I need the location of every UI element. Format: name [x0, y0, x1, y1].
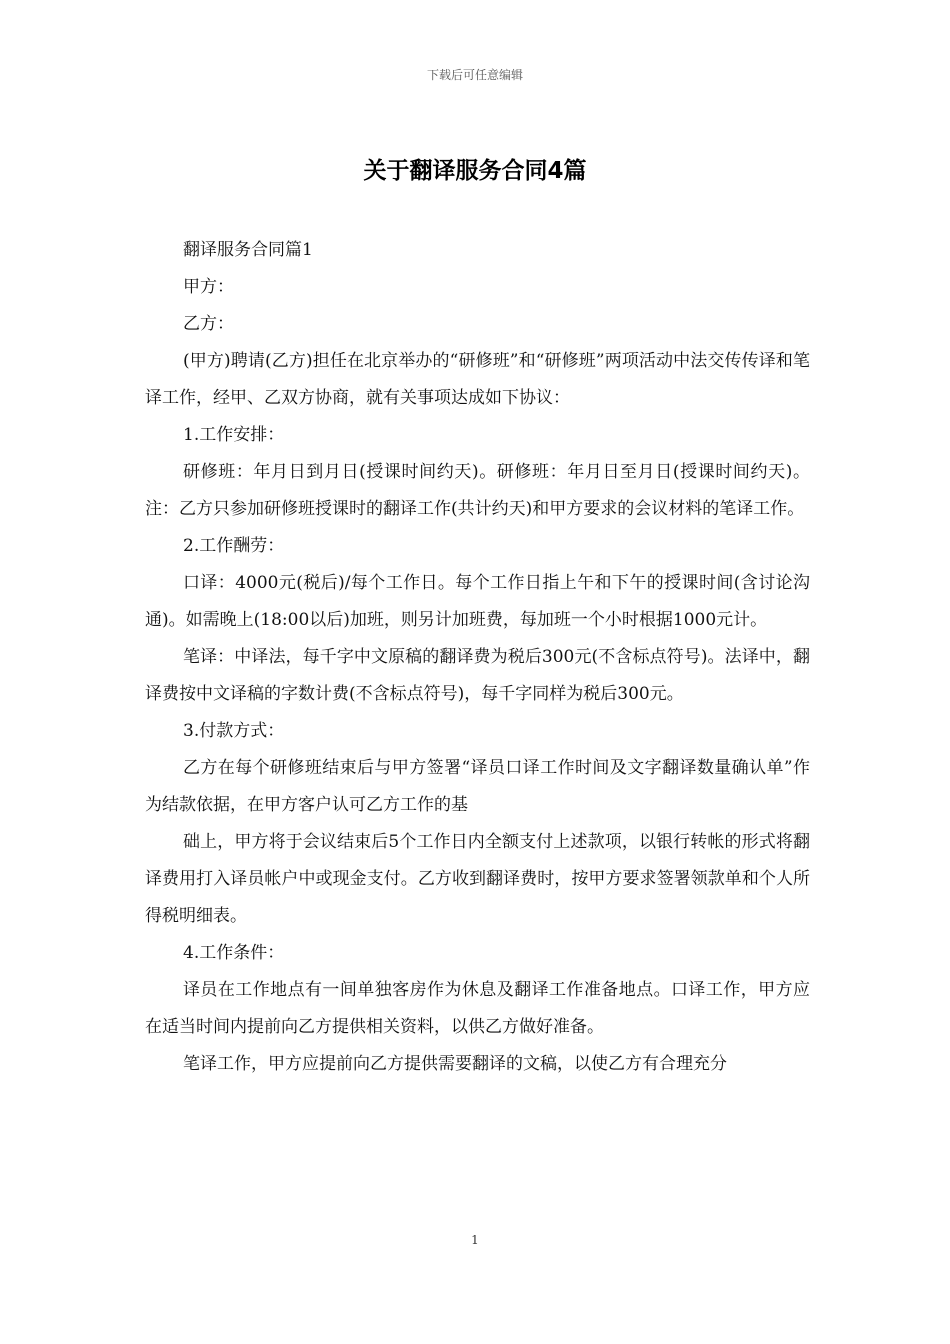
clause-paragraph-payment-basis: 乙方在每个研修班结束后与甲方签署“译员口译工作时间及文字翻译数量确认单”作为结款依据，在甲方客户认可乙方工作的基	[145, 758, 810, 815]
document-body	[145, 232, 810, 1083]
section-heading: 翻译服务合同篇1	[183, 240, 313, 260]
clause-paragraph-work-arrangement: 研修班：年月日到月日(授课时间约天)。研修班：年月日至月日(授课时间约天)。注：乙方只参加研修班授课时的翻译工作(共计约天)和甲方要求的会议材料的笔译工作。	[145, 462, 810, 519]
intro-paragraph: (甲方)聘请(乙方)担任在北京举办的“研修班”和“研修班”两项活动中法交传传译和笔译工作，经甲、乙双方协商，就有关事项达成如下协议：	[145, 351, 810, 408]
clause-paragraph-interpretation-conditions: 译员在工作地点有一间单独客房作为休息及翻译工作准备地点。口译工作，甲方应在适当时间内提前向乙方提供相关资料，以供乙方做好准备。	[145, 980, 810, 1037]
clause-heading-payment: 3.付款方式：	[183, 721, 285, 741]
party-b-label: 乙方：	[183, 314, 234, 334]
clause-paragraph-translation-fee: 笔译：中译法，每千字中文原稿的翻译费为税后300元(不含标点符号)。法译中，翻译费按中文译稿的字数计费(不含标点符号)，每千字同样为税后300元。	[145, 647, 810, 704]
party-a-label: 甲方：	[183, 277, 234, 297]
page-number: 1	[471, 1233, 479, 1247]
clause-paragraph-interpretation-fee: 口译：4000元(税后)/每个工作日。每个工作日指上午和下午的授课时间(含讨论沟通)。如需晚上(18:00以后)加班，则另计加班费，每加班一个小时根据1000元计。	[145, 573, 810, 630]
clause-heading-conditions: 4.工作条件：	[183, 943, 285, 963]
document-title: 关于翻译服务合同4篇	[363, 158, 587, 184]
clause-paragraph-payment-terms: 础上，甲方将于会议结束后5个工作日内全额支付上述款项，以银行转帐的形式将翻译费用打入译员帐户中或现金支付。乙方收到翻译费时，按甲方要求签署领款单和个人所得税明细表。	[145, 832, 810, 926]
clause-paragraph-translation-conditions: 笔译工作，甲方应提前向乙方提供需要翻译的文稿，以使乙方有合理充分	[183, 1054, 727, 1074]
clause-heading-remuneration: 2.工作酬劳：	[183, 536, 285, 556]
page-header: 下载后可任意编辑	[426, 68, 523, 82]
clause-heading-work-arrangement: 1.工作安排：	[183, 425, 285, 445]
